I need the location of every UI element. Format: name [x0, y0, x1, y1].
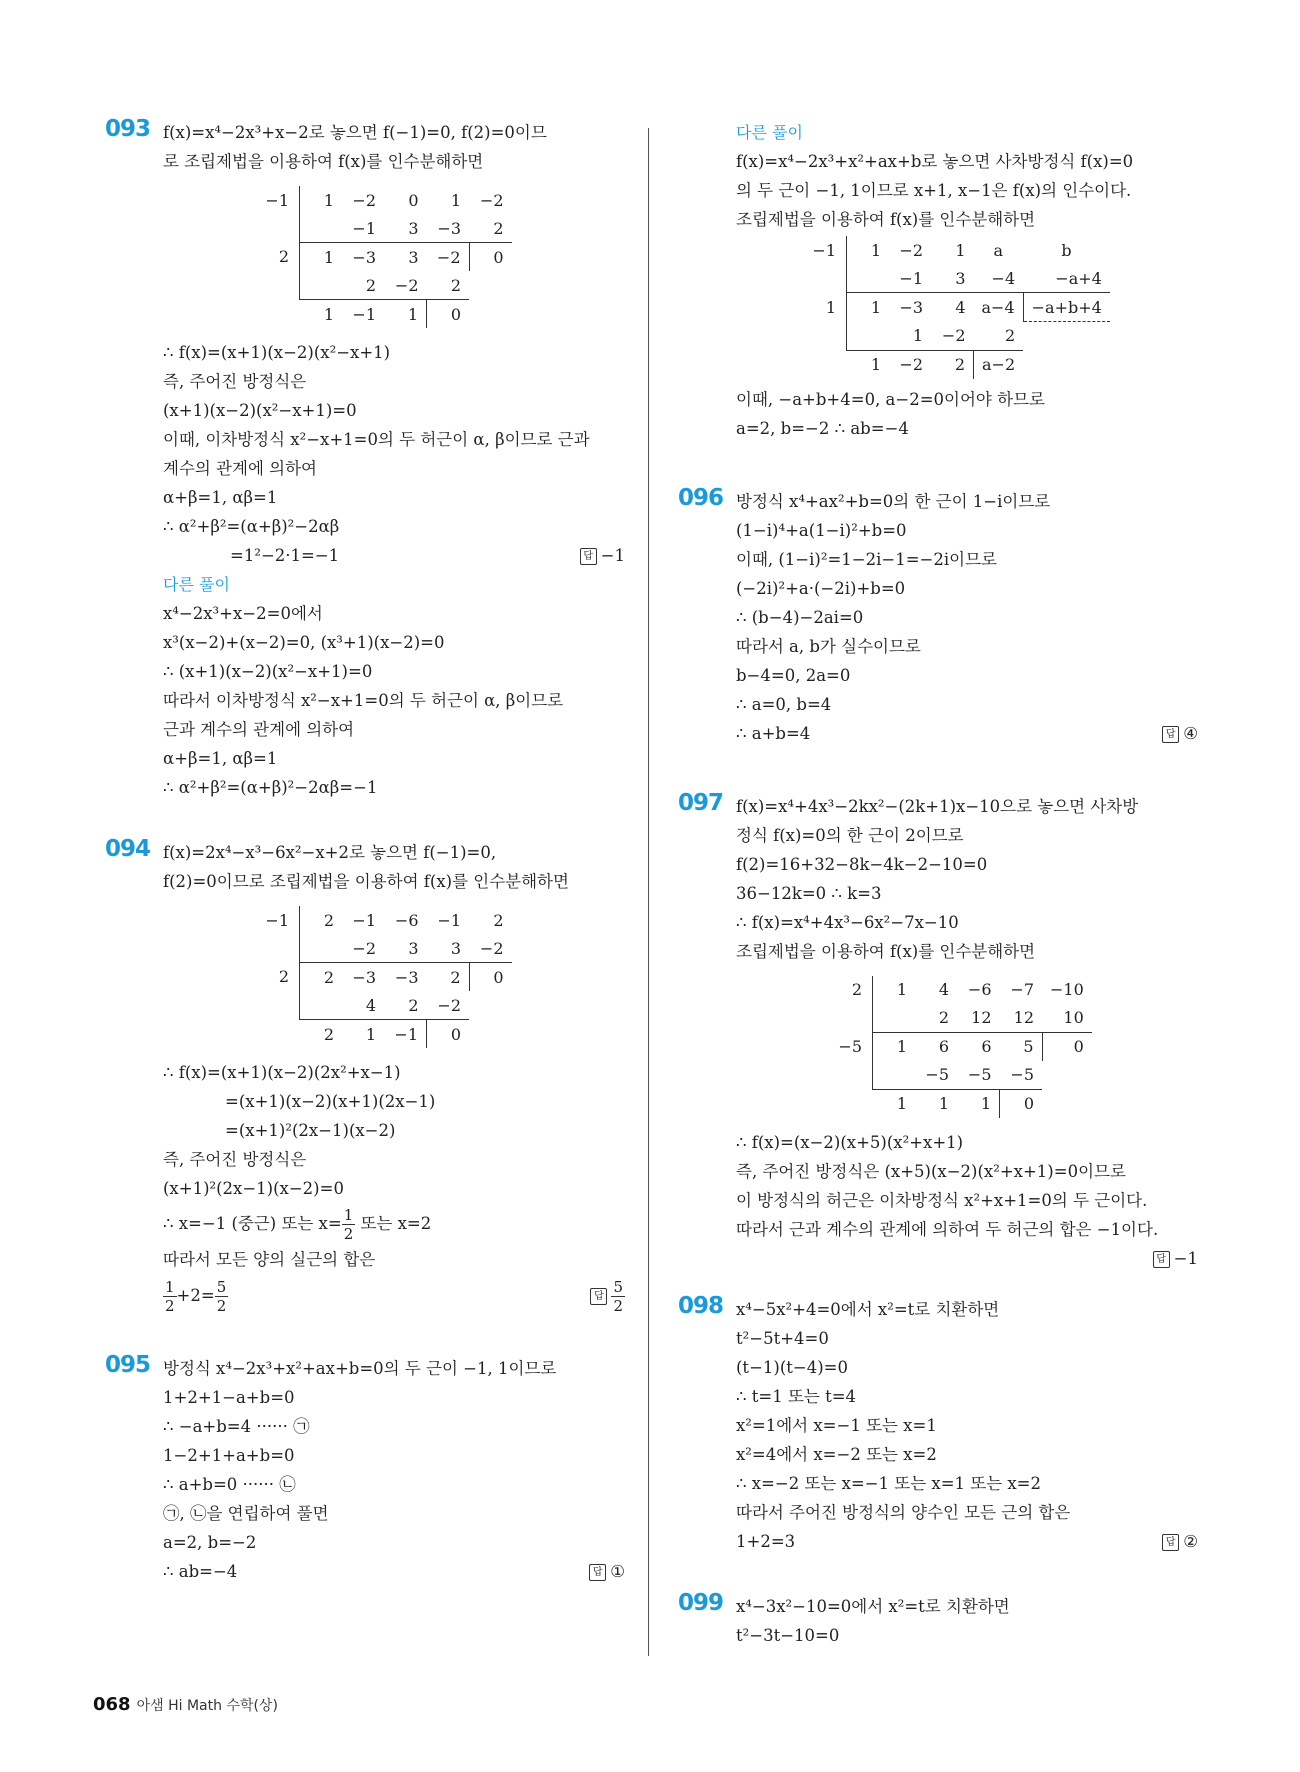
answer-mark: 답 [580, 548, 597, 565]
fraction-denominator: 2 [165, 1296, 175, 1315]
syn-cell: −1 [342, 300, 384, 329]
text-line: 정식 f(x)=0의 한 근이 2이므로 [736, 825, 964, 845]
text-line: 따라서 이차방정식 x²−x+1=0의 두 허근이 α, β이므로 [163, 691, 564, 710]
text-line: ∴ f(x)=(x+1)(x−2)(x²−x+1) [163, 343, 391, 362]
text-line: =1²−2·1=−1 [230, 546, 340, 565]
text-line: x⁴−2x³+x−2=0에서 [163, 604, 323, 623]
fraction-numerator: 5 [216, 1277, 227, 1296]
syn-cell: −5 [1010, 1065, 1034, 1084]
syn-cell: 2 [493, 910, 504, 930]
syn-cell: 1 [915, 1089, 957, 1118]
fraction-denominator: 2 [216, 1296, 227, 1315]
syn-cell: −3 [437, 218, 461, 238]
syn-cell: −5 [838, 1036, 862, 1056]
syn-cell: −2 [437, 995, 461, 1015]
fraction [611, 1278, 625, 1315]
text-line: ∴ a+b=0 ······ ㉡ [163, 1475, 296, 1494]
text-line: x⁴−5x²+4=0에서 x²=t로 치환하면 [736, 1299, 1000, 1319]
synthetic-division-table [255, 186, 625, 328]
syn-cell: a [993, 240, 1004, 260]
syn-cell: 1 [847, 236, 890, 264]
text-line: 로 조립제법을 이용하여 f(x)를 인수분해하면 [163, 152, 484, 171]
roots-line [163, 1203, 625, 1245]
text-line: b−4=0, 2a=0 [736, 665, 851, 685]
text-line: 따라서 a, b가 실수이므로 [736, 636, 921, 656]
syn-cell: a−4 [974, 293, 1024, 322]
text-line: ∴ α²+β²=(α+β)²−2αβ [163, 517, 340, 536]
text-line: 의 두 근이 −1, 1이므로 x+1, x−1은 f(x)의 인수이다. [736, 181, 1132, 200]
syn-remainder: 0 [427, 300, 470, 329]
answer [1162, 1532, 1198, 1551]
syn-cell: 1 [873, 1032, 916, 1061]
problem-number: 097 [678, 789, 724, 816]
syn-cell: −2 [479, 938, 504, 958]
syn-cell: −2 [889, 350, 931, 379]
syn-cell: 1 [342, 1020, 384, 1049]
fraction [163, 1278, 177, 1315]
text-line: =(x+1)(x−2)(x+1)(2x−1) [225, 1092, 436, 1111]
text-line: a=2, b=−2 [163, 1533, 257, 1552]
syn-cell: 2 [427, 963, 470, 992]
syn-cell: −2 [352, 938, 376, 958]
text-segment: ∴ x=−1 (중근) 또는 x= [163, 1214, 342, 1233]
answer [1162, 724, 1198, 743]
syn-remainder: 0 [1000, 1089, 1043, 1118]
syn-cell: 1 [873, 1089, 916, 1118]
syn-cell: 1 [300, 243, 343, 272]
answer-mark: 답 [1162, 726, 1179, 743]
problem-093 [105, 118, 625, 802]
problem-099 [678, 1589, 1198, 1650]
syn-cell: −10 [1050, 980, 1084, 999]
syn-cell: −1 [384, 1020, 427, 1049]
sum-line [163, 1278, 228, 1315]
text-segment: 또는 x=2 [355, 1214, 432, 1233]
book-title: 아샘 Hi Math 수학(상) [136, 1698, 278, 1714]
syn-cell: 2 [300, 1020, 343, 1049]
syn-cell: −1 [265, 910, 289, 930]
syn-cell: 3 [384, 243, 427, 272]
answer-value: −1 [1173, 1248, 1198, 1268]
problem-number: 099 [678, 1589, 724, 1616]
synthetic-division-table [255, 906, 625, 1048]
text-line: x³(x−2)+(x−2)=0, (x³+1)(x−2)=0 [163, 633, 445, 652]
fraction-denominator: 2 [613, 1296, 623, 1315]
syn-cell: 5 [1000, 1032, 1043, 1061]
syn-cell: 3 [955, 268, 966, 288]
syn-cell: −2 [941, 326, 966, 345]
syn-cell: 1 [912, 326, 923, 345]
synthetic-division-table [828, 976, 1198, 1118]
syn-cell: −6 [967, 980, 992, 999]
syn-cell: 0 [408, 190, 419, 210]
syn-cell: −6 [394, 910, 419, 930]
syn-remainder: −a+b+4 [1023, 293, 1110, 322]
text-line: ∴ (b−4)−2ai=0 [736, 607, 864, 627]
text-line: (x+1)(x−2)(x²−x+1)=0 [163, 401, 357, 420]
column-divider [648, 128, 649, 1656]
text-line: 조립제법을 이용하여 f(x)를 인수분해하면 [736, 210, 1036, 229]
page-footer [93, 1694, 278, 1715]
syn-cell: 2 [365, 275, 376, 295]
text-line: α+β=1, αβ=1 [163, 749, 278, 768]
syn-cell: −1 [899, 268, 923, 288]
answer-value: ① [610, 1562, 625, 1581]
text-line: ∴ ab=−4 [163, 1562, 238, 1581]
alt-solution-label: 다른 풀이 [736, 123, 803, 142]
syn-cell: −5 [925, 1065, 949, 1084]
syn-cell: −2 [899, 240, 923, 260]
syn-cell: 2 [450, 275, 461, 295]
answer [580, 546, 625, 565]
syn-cell: −2 [394, 275, 419, 295]
text-line: (−2i)²+a·(−2i)+b=0 [736, 578, 906, 598]
text-line: 계수의 관계에 의하여 [163, 459, 317, 478]
syn-cell: 12 [971, 1008, 992, 1027]
syn-cell: 1 [847, 293, 890, 322]
syn-cell: −1 [352, 910, 376, 930]
text-line: 방정식 x⁴−2x³+x²+ax+b=0의 두 근이 −1, 1이므로 [163, 1359, 557, 1378]
problem-096 [678, 484, 1198, 748]
syn-cell: −1 [265, 190, 289, 210]
syn-cell: 6 [915, 1032, 957, 1061]
fraction-numerator: 5 [613, 1277, 623, 1296]
fraction [215, 1278, 229, 1315]
answer-value: ④ [1183, 723, 1198, 743]
text-line: 이때, (1−i)²=1−2i−1=−2i이므로 [736, 549, 997, 569]
text-line: x⁴−3x²−10=0에서 x²=t로 치환하면 [736, 1596, 1010, 1616]
text-line: 즉, 주어진 방정식은 (x+5)(x−2)(x²+x+1)=0이므로 [736, 1161, 1126, 1181]
text-line: x²=4에서 x=−2 또는 x=2 [736, 1444, 937, 1464]
text-line: ∴ f(x)=x⁴+4x³−6x²−7x−10 [736, 912, 959, 932]
answer-mark: 답 [589, 1564, 606, 1581]
problem-097 [678, 789, 1198, 1273]
fraction-numerator: 1 [343, 1206, 354, 1224]
problem-number: 093 [105, 116, 151, 142]
syn-cell: 1 [450, 190, 461, 210]
problem-098 [678, 1292, 1198, 1556]
answer-mark: 답 [1162, 1534, 1179, 1551]
right-column [678, 118, 1198, 1650]
problem-number: 096 [678, 484, 724, 511]
syn-cell: −3 [342, 963, 384, 992]
syn-cell: b [1061, 240, 1072, 260]
fraction [342, 1206, 356, 1243]
text-line: t²−5t+4=0 [736, 1328, 829, 1348]
text-line: ∴ α²+β²=(α+β)²−2αβ=−1 [163, 778, 378, 797]
syn-remainder: 0 [469, 243, 512, 272]
text-line: (1−i)⁴+a(1−i)²+b=0 [736, 520, 907, 540]
syn-cell: 1 [300, 300, 343, 329]
syn-cell: 2 [851, 980, 862, 999]
text-line: ∴ a=0, b=4 [736, 694, 832, 714]
text-line: f(x)=2x⁴−x³−6x²−x+2로 놓으면 f(−1)=0, [163, 843, 497, 862]
syn-cell: 1 [957, 1089, 1000, 1118]
syn-cell: −3 [384, 963, 427, 992]
answer-mark: 답 [590, 1288, 607, 1305]
syn-cell: 10 [1063, 1008, 1084, 1027]
answer-value: −1 [600, 546, 625, 565]
text-line: 즉, 주어진 방정식은 [163, 1150, 307, 1169]
syn-cell: 1 [847, 350, 890, 379]
answer [590, 1278, 625, 1315]
syn-cell: −a+4 [1055, 268, 1102, 288]
text-line: 즉, 주어진 방정식은 [163, 372, 307, 391]
text-line: f(x)=x⁴−2x³+x²+ax+b로 놓으면 사차방정식 f(x)=0 [736, 152, 1134, 171]
text-line: 따라서 주어진 방정식의 양수인 모든 근의 합은 [736, 1502, 1071, 1522]
syn-cell: 4 [938, 980, 949, 999]
text-line: α+β=1, αβ=1 [163, 488, 278, 507]
text-line: 1−2+1+a+b=0 [163, 1446, 295, 1465]
syn-remainder: 0 [1042, 1032, 1092, 1061]
text-line: 근과 계수의 관계에 의하여 [163, 720, 355, 739]
syn-cell: 4 [365, 995, 376, 1015]
syn-remainder: 0 [427, 1020, 470, 1049]
page-number: 068 [93, 1694, 131, 1715]
text-line: 조립제법을 이용하여 f(x)를 인수분해하면 [736, 941, 1036, 961]
text-line: 이 방정식의 허근은 이차방정식 x²+x+1=0의 두 근이다. [736, 1190, 1148, 1210]
text-line: f(2)=16+32−8k−4k−2−10=0 [736, 854, 988, 874]
text-line: 이때, −a+b+4=0, a−2=0이어야 하므로 [736, 389, 1045, 409]
syn-cell: 6 [957, 1032, 1000, 1061]
text-line: 따라서 근과 계수의 관계에 의하여 두 허근의 합은 −1이다. [736, 1219, 1159, 1239]
text-line: (x+1)²(2x−1)(x−2)=0 [163, 1179, 344, 1198]
syn-cell: −1 [437, 910, 461, 930]
problem-094 [105, 838, 625, 1318]
text-line: 방정식 x⁴+ax²+b=0의 한 근이 1−i이므로 [736, 491, 1051, 511]
alt-solution-095 [678, 118, 1198, 443]
syn-cell: 1 [300, 186, 343, 214]
text-line: ∴ −a+b=4 ······ ㉠ [163, 1417, 310, 1436]
problem-095 [105, 1354, 625, 1586]
text-line: ∴ f(x)=(x−2)(x+5)(x²+x+1) [736, 1132, 964, 1152]
text-line: 이때, 이차방정식 x²−x+1=0의 두 허근이 α, β이므로 근과 [163, 430, 590, 449]
syn-cell: 1 [955, 240, 966, 260]
text-line: ㉠, ㉡을 연립하여 풀면 [163, 1504, 329, 1523]
syn-cell: −1 [352, 218, 376, 238]
problem-number: 094 [105, 836, 151, 862]
text-line: x²=1에서 x=−1 또는 x=1 [736, 1415, 937, 1435]
syn-cell: 2 [300, 963, 343, 992]
text-line: ∴ x=−2 또는 x=−1 또는 x=1 또는 x=2 [736, 1473, 1042, 1493]
text-line: ∴ f(x)=(x+1)(x−2)(2x²+x−1) [163, 1063, 401, 1082]
text-line: 1+2+1−a+b=0 [163, 1388, 295, 1407]
syn-cell: −2 [427, 243, 470, 272]
syn-cell: −3 [889, 293, 931, 322]
text-line: 1+2=3 [736, 1531, 796, 1551]
text-line: =(x+1)²(2x−1)(x−2) [225, 1121, 396, 1140]
syn-cell: −2 [479, 190, 504, 210]
syn-remainder: 0 [469, 963, 512, 992]
syn-cell: −5 [967, 1065, 992, 1084]
syn-cell: 3 [450, 938, 461, 958]
syn-cell: −7 [1010, 980, 1034, 999]
syn-cell: 2 [938, 1008, 949, 1027]
syn-cell: 4 [931, 293, 974, 322]
syn-cell: 12 [1013, 1008, 1034, 1027]
text-line: ∴ t=1 또는 t=4 [736, 1386, 857, 1406]
text-segment: +2= [176, 1285, 215, 1305]
fraction-numerator: 1 [165, 1277, 175, 1296]
syn-cell: 2 [278, 247, 289, 267]
left-column [105, 118, 625, 1586]
text-line: (t−1)(t−4)=0 [736, 1357, 848, 1377]
syn-cell: 1 [825, 297, 836, 317]
syn-cell: 2 [278, 967, 289, 987]
answer [589, 1562, 625, 1581]
problem-number: 095 [105, 1352, 151, 1378]
syn-cell: −3 [342, 243, 384, 272]
syn-remainder: a−2 [974, 350, 1024, 379]
text-line: 따라서 모든 양의 실근의 합은 [163, 1250, 376, 1269]
answer [1153, 1244, 1198, 1273]
text-line: t²−3t−10=0 [736, 1625, 840, 1645]
alt-solution-label: 다른 풀이 [163, 575, 230, 594]
syn-cell: 2 [300, 906, 343, 934]
answer-mark: 답 [1153, 1251, 1170, 1268]
syn-cell: 2 [493, 218, 504, 238]
text-line: f(x)=x⁴+4x³−2kx²−(2k+1)x−10으로 놓으면 사차방 [736, 796, 1139, 816]
text-line: f(2)=0이므로 조립제법을 이용하여 f(x)를 인수분해하면 [163, 872, 569, 891]
text-line: 36−12k=0 ∴ k=3 [736, 883, 882, 903]
problem-number: 098 [678, 1292, 724, 1319]
syn-cell: 2 [931, 350, 974, 379]
text-line: ∴ a+b=4 [736, 723, 811, 743]
syn-cell: −1 [812, 240, 836, 260]
syn-cell: 1 [384, 300, 427, 329]
text-line: ∴ (x+1)(x−2)(x²−x+1)=0 [163, 662, 373, 681]
syn-cell: −4 [991, 268, 1016, 288]
answer-value: ② [1183, 1531, 1198, 1551]
synthetic-division-table [802, 236, 1198, 379]
syn-cell: 3 [408, 218, 419, 238]
syn-cell: 2 [408, 995, 419, 1015]
syn-cell: 3 [408, 938, 419, 958]
syn-cell: 1 [873, 976, 916, 1004]
syn-cell: 2 [1004, 326, 1016, 345]
fraction-denominator: 2 [343, 1225, 354, 1243]
text-line: a=2, b=−2 ∴ ab=−4 [736, 418, 909, 438]
syn-cell: −2 [352, 190, 376, 210]
text-line: f(x)=x⁴−2x³+x−2로 놓으면 f(−1)=0, f(2)=0이므 [163, 123, 547, 142]
